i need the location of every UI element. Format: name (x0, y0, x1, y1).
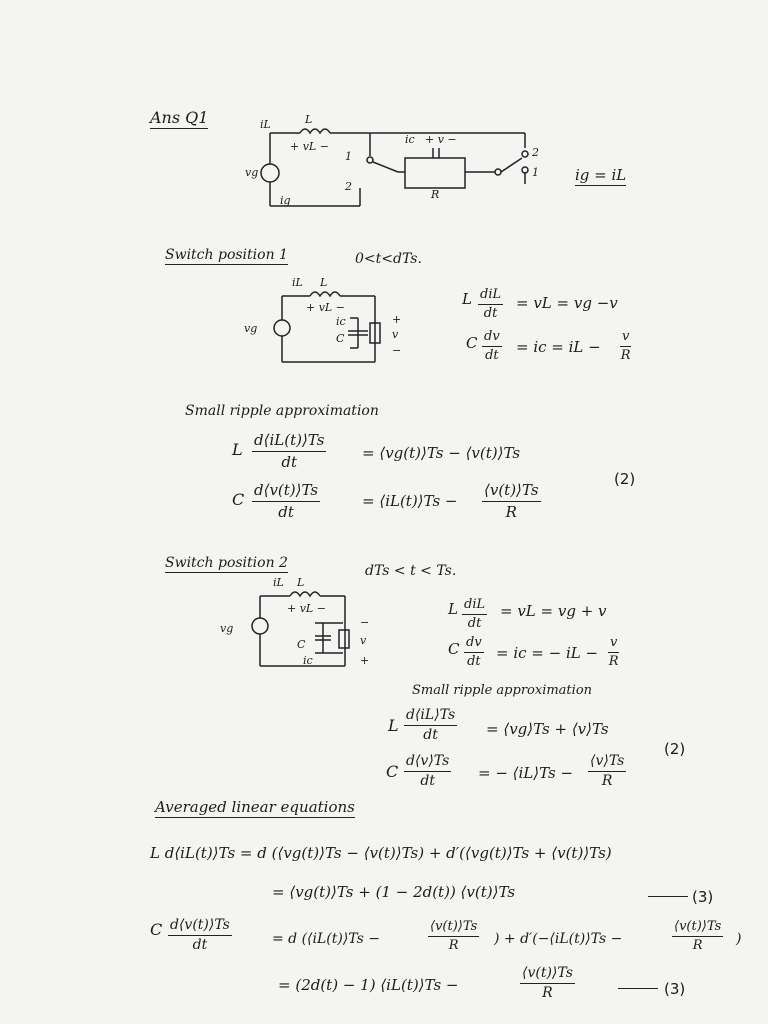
s2-eqC-den2: R (608, 654, 619, 670)
s2-eqC-rest: = ic = − iL − (496, 644, 599, 662)
ig-relation: ig = iL (575, 166, 627, 184)
s1-avgC-num2: ⟨v(t)⟩Ts (482, 482, 541, 502)
s2-ripple-title: Small ripple approximation (412, 683, 593, 698)
s1-avgL-den: dt (281, 452, 298, 471)
main-converter-circuit (245, 113, 560, 218)
s1-eqL-den: dt (483, 306, 498, 322)
switch1-title: Switch position 1 (165, 247, 288, 263)
avg-line1: L d⟨iL(t)⟩Ts = d (⟨vg(t)⟩Ts − ⟨v(t)⟩Ts) + d′(⟨vg(t)⟩Ts + ⟨v(t)⟩Ts) (150, 844, 612, 862)
s2-eqL-frac (462, 598, 487, 632)
svg-text:vg: vg (220, 622, 234, 635)
s2-avgC-den2: R (601, 773, 613, 790)
s2-avgC-den: dt (420, 773, 435, 790)
svg-text:iL: iL (260, 118, 271, 131)
s1-avgL-left: L (232, 440, 243, 459)
svg-text:L: L (320, 276, 328, 289)
s1-eqL-rest: = vL = vg −v (516, 294, 618, 312)
switch2-title: Switch position 2 (165, 555, 288, 571)
s1-avgC-den2: R (505, 502, 517, 521)
switch1-interval: 0<t<dTs. (355, 251, 422, 267)
avg-line3-gfrac (672, 920, 723, 954)
s2-avgL-left: L (388, 716, 399, 735)
svg-text:vg: vg (244, 322, 258, 335)
svg-text:1: 1 (345, 150, 352, 163)
s1-eqC-den2: R (620, 348, 631, 364)
s2-eqC-frac (464, 636, 484, 670)
s2-eqC-den: dt (467, 654, 481, 670)
s1-eqC-num: dv (482, 330, 502, 347)
svg-text:ic: ic (405, 133, 415, 146)
svg-text:−: − (392, 344, 402, 357)
avg-line3-gden: R (692, 938, 703, 954)
svg-text:R: R (431, 188, 440, 201)
s1-eqC-num2: v (620, 330, 631, 347)
avg-line3-a: = d (⟨iL(t)⟩Ts − (272, 931, 380, 947)
s2-eqL-den: dt (467, 616, 482, 632)
avg-line4-den: R (542, 985, 553, 1002)
avg-line3-fnum: ⟨v(t)⟩Ts (428, 920, 479, 937)
s1-avgL-frac (252, 432, 326, 470)
svg-text:vg: vg (245, 166, 259, 179)
avg-line3-c: ) (736, 931, 742, 947)
avg-line3-den: dt (192, 937, 208, 954)
svg-text:iL: iL (273, 576, 284, 589)
svg-text:v: v (392, 328, 399, 341)
s2-avgL-num: d⟨iL⟩Ts (404, 708, 457, 726)
svg-text:−: − (360, 616, 370, 629)
s1-ripple-title: Small ripple approximation (185, 403, 379, 419)
svg-text:ic: ic (303, 654, 313, 667)
svg-text:+: + (360, 654, 370, 667)
svg-text:iL: iL (292, 276, 303, 289)
svg-text:ig: ig (280, 194, 291, 207)
s1-avgC-frac (252, 482, 320, 520)
svg-text:L: L (297, 576, 305, 589)
avg-line2-dash (648, 896, 688, 897)
s1-avgC-den: dt (278, 502, 294, 521)
s2-eqL-left: L (448, 600, 458, 618)
s2-avgC-num: d⟨v⟩Ts (404, 754, 451, 772)
s1-eqC-frac2 (620, 330, 631, 364)
s2-avgC-left: C (386, 762, 399, 781)
s1-avgL-rest: = ⟨vg(t)⟩Ts − ⟨v(t)⟩Ts (362, 444, 521, 462)
switch1-circuit (240, 278, 420, 368)
avg-line3-gnum: ⟨v(t)⟩Ts (672, 920, 723, 937)
s2-avgC-rest: = − ⟨iL⟩Ts − (478, 764, 574, 782)
s2-eqL-num: diL (462, 598, 487, 615)
svg-text:L: L (305, 113, 313, 126)
svg-text:+ vL −: + vL − (306, 301, 345, 314)
s2-eqC-left: C (448, 640, 460, 658)
answer-heading: Ans Q1 (150, 108, 209, 127)
svg-text:+: + (392, 313, 402, 326)
svg-text:+ v −: + v − (425, 133, 457, 146)
svg-text:1: 1 (532, 166, 539, 179)
avg-line3-fden: R (448, 938, 459, 954)
s1-avgC-num: d⟨v(t)⟩Ts (252, 482, 320, 502)
s1-eq-number: (2) (614, 470, 636, 488)
s2-eqC-num2: v (608, 636, 619, 653)
s2-avgL-frac (404, 708, 457, 744)
svg-text:2: 2 (532, 146, 539, 159)
s2-avgC-frac (404, 754, 451, 790)
s1-avgL-num: d⟨iL(t)⟩Ts (252, 432, 326, 452)
svg-text:C: C (336, 332, 345, 345)
s1-eqL-left: L (462, 290, 472, 308)
svg-text:C: C (297, 638, 306, 651)
avg-line3-left: C (150, 920, 163, 939)
avg-line3-frac (168, 918, 232, 954)
avg-line2-number: (3) (692, 888, 714, 906)
avg-line2: = ⟨vg(t)⟩Ts + (1 − 2d(t)) ⟨v(t)⟩Ts (272, 883, 516, 901)
s1-eqL-frac (478, 288, 503, 322)
avg-line4-num: ⟨v(t)⟩Ts (520, 966, 575, 984)
svg-text:v: v (360, 634, 367, 647)
s1-eqC-den: dt (485, 348, 499, 364)
avg-line3-ffrac (428, 920, 479, 954)
s2-avgL-den: dt (423, 727, 438, 744)
avg-line3-b: ) + d′(−⟨iL(t)⟩Ts − (494, 931, 623, 947)
avg-line4-number: (3) (664, 980, 686, 998)
s1-avgC-left: C (232, 490, 245, 509)
svg-text:+ vL −: + vL − (287, 602, 326, 615)
s1-eqC-rest: = ic = iL − (516, 338, 601, 356)
svg-text:+ vL −: + vL − (290, 140, 329, 153)
s1-avgC-rest: = ⟨iL(t)⟩Ts − (362, 492, 458, 510)
switch2-interval: dTs < t < Ts. (365, 563, 457, 579)
avg-line4-dash (618, 988, 658, 989)
avg-line4-frac (520, 966, 575, 1002)
s1-avgC-frac2 (482, 482, 541, 520)
s1-eqC-left: C (466, 334, 478, 352)
s2-eqL-rest: = vL = vg + v (500, 602, 607, 620)
averaged-title: Averaged linear equations (155, 798, 355, 816)
svg-text:2: 2 (345, 180, 352, 193)
switch2-circuit (215, 578, 395, 678)
s2-eqC-frac2 (608, 636, 619, 670)
s2-avgL-rest: = ⟨vg⟩Ts + ⟨v⟩Ts (486, 720, 609, 738)
s2-avgC-num2: ⟨v⟩Ts (588, 754, 626, 772)
svg-text:ic: ic (336, 315, 346, 328)
s2-eqC-num: dv (464, 636, 484, 653)
s1-eqC-frac (482, 330, 502, 364)
avg-line3-num: d⟨v(t)⟩Ts (168, 918, 232, 936)
s1-eqL-num: diL (478, 288, 503, 305)
s2-avgC-frac2 (588, 754, 626, 790)
s2-eq-number: (2) (664, 740, 686, 758)
avg-line4: = (2d(t) − 1) ⟨iL(t)⟩Ts − (278, 976, 459, 994)
